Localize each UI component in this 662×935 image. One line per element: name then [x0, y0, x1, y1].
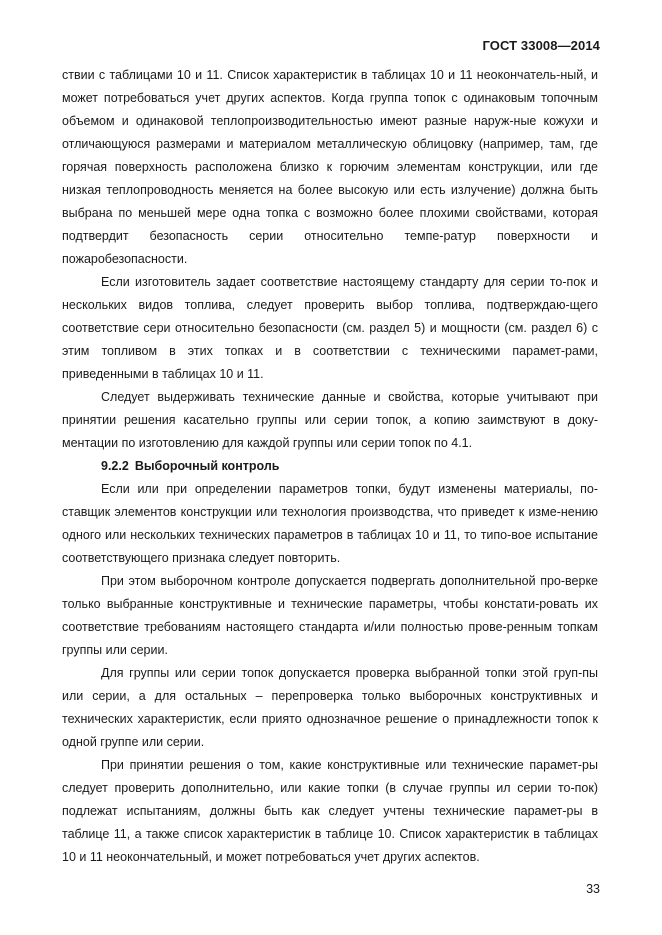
- section-number: 9.2.2: [101, 459, 129, 473]
- paragraph: Если или при определении параметров топки, будут изменены материалы, по-ставщик элементов конструкции или технология производства, что приведет к изме-нению одного или нескольких технических параметров в таблицах 10 и 11, то типо-вое испытание соответствующего признака следует повторить.: [62, 482, 598, 565]
- standard-code-header: ГОСТ 33008—2014: [482, 38, 600, 53]
- page-number: 33: [586, 882, 600, 896]
- paragraph: При этом выборочном контроле допускается подвергать дополнительной про-верке только выбранные конструктивные и технические параметры, чтобы констати-ровать их соответствие требованиям настоящего стандарта и/или полностью прове-ренным топкам группы или серии.: [62, 574, 598, 657]
- paragraph: Следует выдерживать технические данные и свойства, которые учитывают при принятии решения касательно группы или серии топок, а копию заимствуют в доку-ментации по изготовлению для каждой группы или серии топок по 4.1.: [62, 390, 598, 450]
- section-heading: [62, 455, 598, 478]
- section-title: Выборочный контроль: [134, 459, 280, 473]
- paragraph-continued: ствии с таблицами 10 и 11. Список характеристик в таблицах 10 и 11 неокончатель-ный, и может потребоваться учет других аспектов. Когда группа топок с одинаковым топочным объемом и одинаковой теплопроизводительностью имеют разные наруж-ные кожухи и отличающуюся размерами и материалом металлическую облицовку (например, там, где горячая поверхность расположена близко к горючим элементам конструкции, или где низкая теплопроводность меняется на более высокую или есть излучение) должна быть выбрана по меньшей мере одна топка с возможно более плохими свойствами, которая подтвердит безопасность серии относительно темпе-ратур поверхности и пожаробезопасности.: [62, 68, 598, 266]
- paragraph: Если изготовитель задает соответствие настоящему стандарту для серии то-пок и нескольких видов топлива, следует проверить выбор топлива, подтверждаю-щего соответствие сери относительно безопасности (см. раздел 5) и мощности (см. раздел 6) с этим топливом в этих топках и в соответствии с техническими парамет-рами, приведенными в таблицах 10 и 11.: [62, 275, 598, 381]
- document-body: [62, 64, 598, 869]
- paragraph: Для группы или серии топок допускается проверка выбранной топки этой груп-пы или серии, а для остальных – перепроверка только выборочных конструктивных и технических характеристик, если приято однозначное решение о принадлежности топок к одной группе или серии.: [62, 666, 598, 749]
- paragraph: При принятии решения о том, какие конструктивные или технические парамет-ры следует проверить дополнительно, или какие топки (в случае группы ил серии то-пок) подлежат испытаниям, должны быть как следует учтены технические парамет-ры в таблице 11, а также список характеристик в таблице 10. Список характеристик в таблицах 10 и 11 неокончательный, и может потребоваться учет других аспектов.: [62, 758, 598, 864]
